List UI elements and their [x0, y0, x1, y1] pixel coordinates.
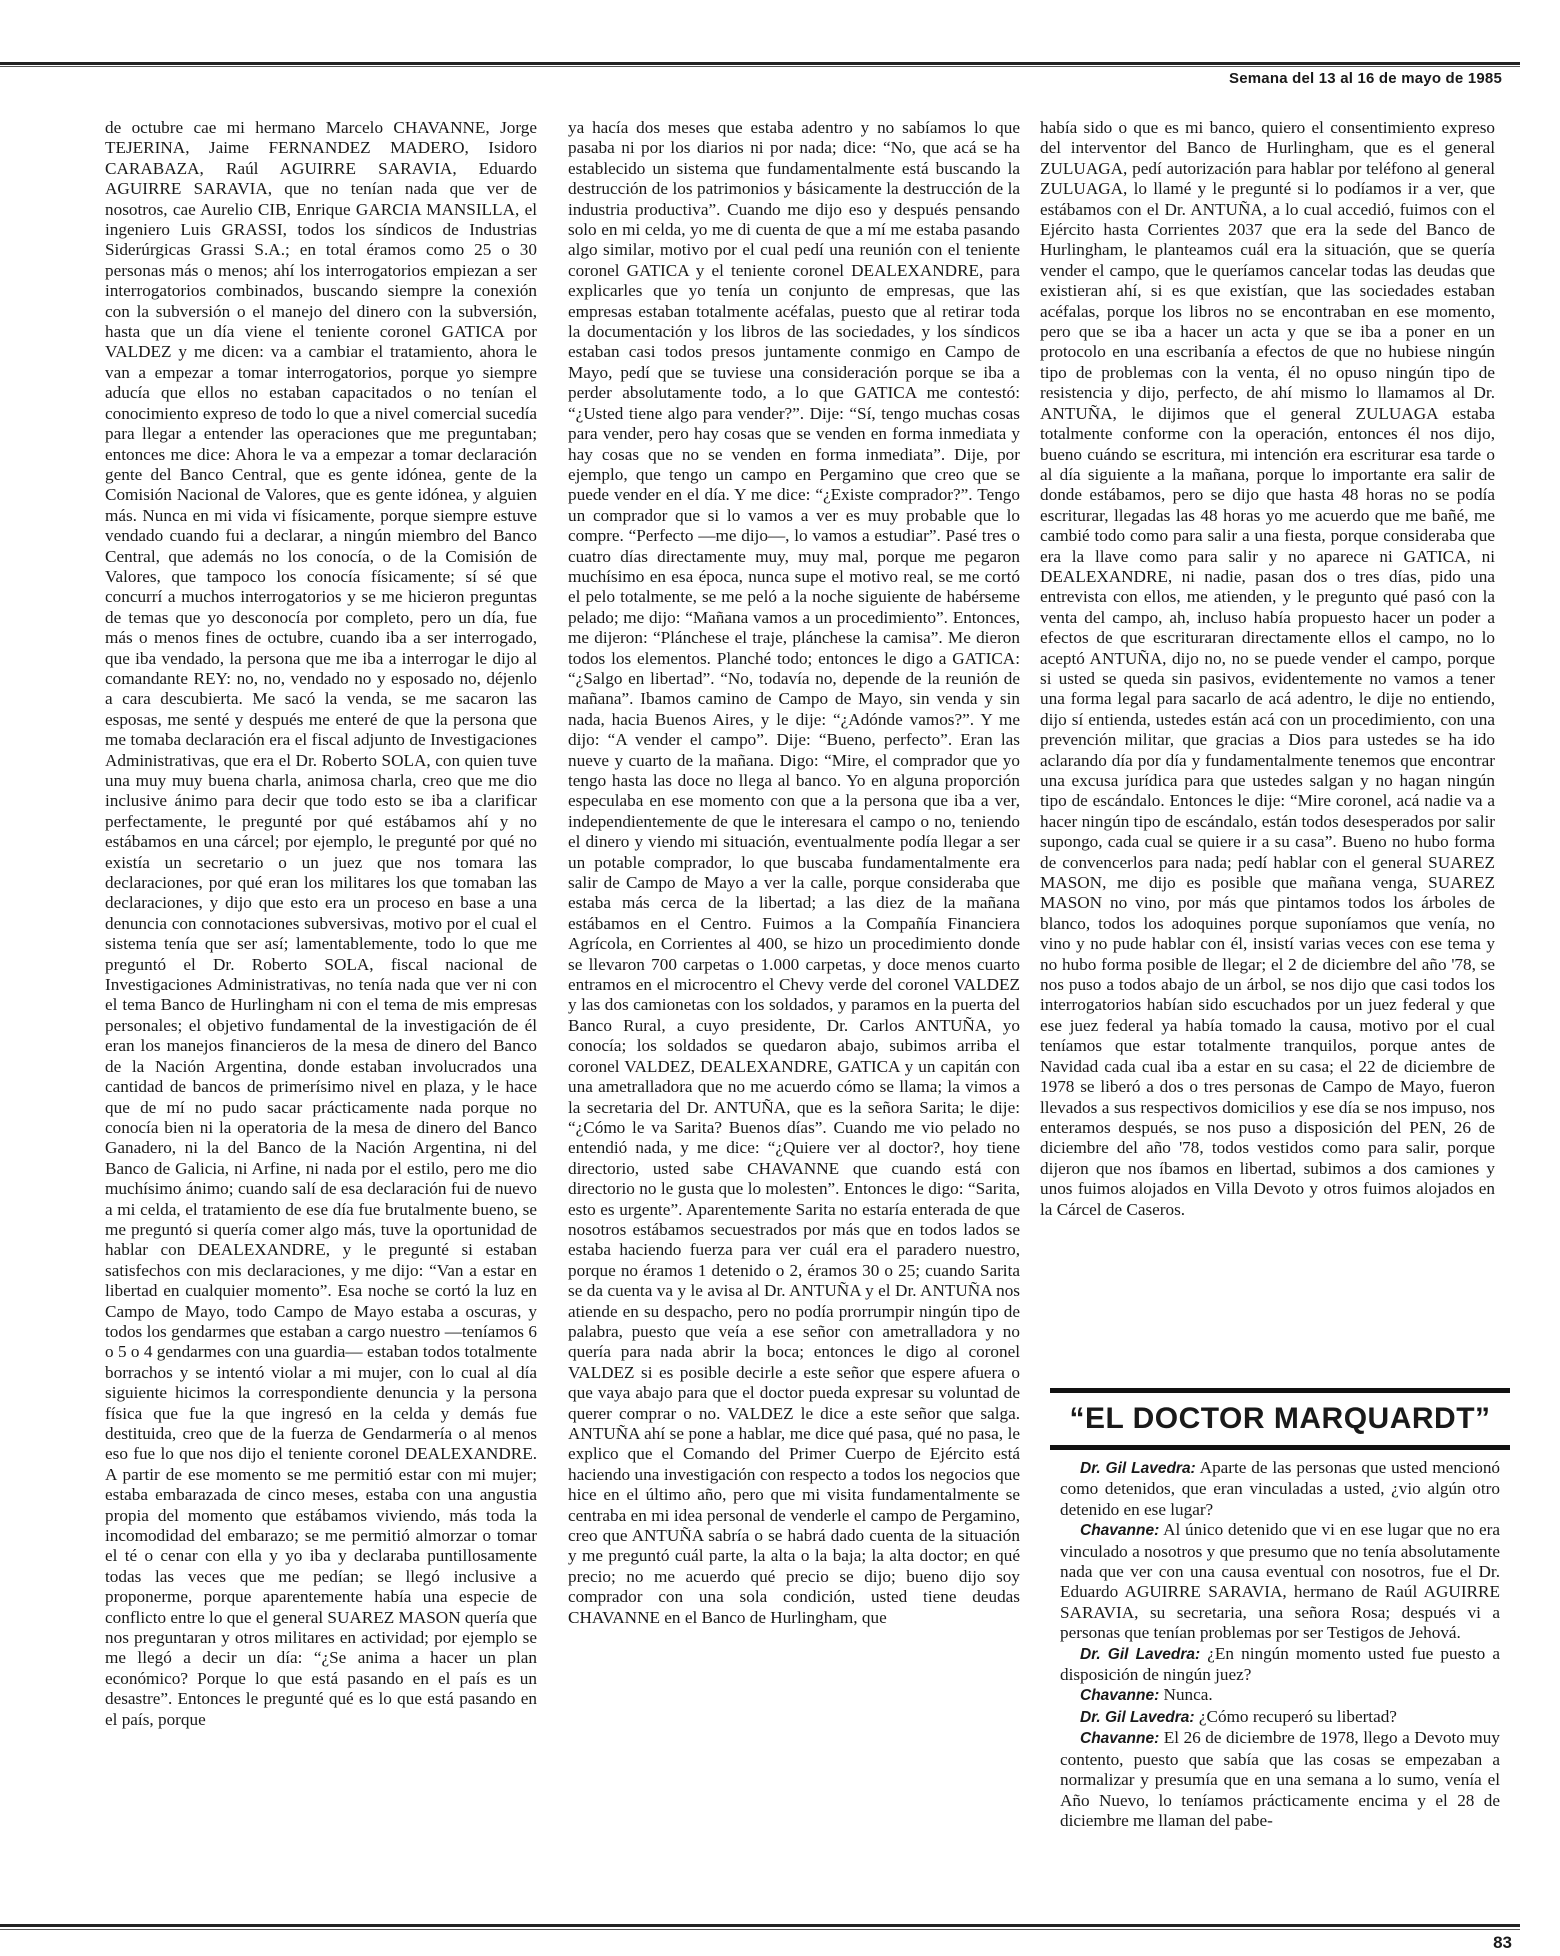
article-column-3: [1040, 118, 1495, 1220]
interview-transcript: [1060, 1458, 1500, 1831]
speaker-label: Dr. Gil Lavedra:: [1080, 1708, 1195, 1726]
header-rule-thin: [0, 66, 1520, 67]
speaker-text: Aparte de las personas que usted mencionó como detenidos, que eran vinculadas a usted, ¿vio algún otro detenido en ese lugar?: [1060, 1458, 1501, 1519]
footer-rule-thin: [0, 1929, 1520, 1930]
issue-date: Semana del 13 al 16 de mayo de 1985: [1229, 70, 1502, 87]
header-rule: [0, 62, 1520, 65]
speaker-label: Dr. Gil Lavedra:: [1080, 1460, 1196, 1477]
interview-exchange: [1060, 1644, 1500, 1686]
column-text: de octubre cae mi hermano Marcelo CHAVANNE, Jorge TEJERINA, Jaime FERNANDEZ MADERO, Isidoro CARABAZA, Raúl AGUIRRE SARAVIA, Eduardo AGUIRRE SARAVIA, que no tenían nada que ver de nosotros, cae Aurelio CIB, Enrique GARCIA MANSILLA, el ingeniero Luis GRASSI, todos los síndicos de Industrias Siderúrgicas Grassi S.A.; en total éramos como 25 o 30 personas más o menos; ahí los interrogatorios empiezan a ser interrogatorios combinados, buscando siempre la conexión con la subversión o el manejo del dinero con la subversión, hasta que un día viene el teniente coronel GATICA por VALDEZ y me dicen: va a cambiar el tratamiento, ahora le van a empezar a tomar interrogatorios, porque yo siempre aducía que ellos no estaban capacitados o no tenían el conocimiento expreso de todo lo que a nivel comercial sucedía para llegar a entender las operaciones que me preguntaban; entonces me dice: Ahora le va a empezar a tomar declaración gente del Banco Central, que es gente idónea, gente de la Comisión Nacional de Valores, que es gente idónea, y alguien más. Nunca en mi vida vi físicamente, porque siempre estuve vendado cuando fui a declarar, a ningún miembro del Banco Central, que además no los conocía, o de la Comisión de Valores, que tampoco los conocía físicamente; sí sé que concurrí a muchos interrogatorios y se me hicieron preguntas de temas que yo desconocía por completo, pero un día, fue más o menos fines de octubre, cuando iba a ser interrogado, que iba vendado, la persona que me iba a interrogar le dijo al comandante REY: no, no, vendado no y esposado no, déjenlo a cara descubierta. Me sacó la venda, se me sacaron las esposas, me senté y después me enteré de que la persona que me tomaba declaración era el fiscal adjunto de Investigaciones Administrativas, que era el Dr. Roberto SOLA, con quien tuve una muy muy buena charla, animosa charla, creo que me dio inclusive ánimo para decir que todo esto se iba a clarificar perfectamente, le pregunté por qué estábamos ahí y no estábamos en una cárcel; por ejemplo, le pregunté por qué no existía un secretario o un juez que nos tomara las declaraciones, por qué eran los militares los que tomaban las declaraciones, y dijo que esto era un proceso en base a una denuncia con connotaciones subversivas, motivo por el cual el sistema tenía que ser así; lamentablemente, todo lo que me preguntó el Dr. Roberto SOLA, fiscal nacional de Investigaciones Administrativas, no tenía nada que ver ni con el tema Banco de Hurlingham ni con el tema de mis empresas personales; el objetivo fundamental de la investigación de él eran los manejos financieros de la mesa de dinero del Banco de la Nación Argentina, donde estaban involucrados una cantidad de bancos de primerísimo nivel en plaza, y le hace que de mí no pudo sacar prácticamente nada porque no conocía bien ni la operatoria de la mesa de dinero del Banco Ganadero, ni la del Banco de la Nación Argentina, ni del Banco de Galicia, ni Arfine, ni nada por el estilo, pero me dio muchísimo ánimo; cuando salí de esa declaración fui de nuevo a mi celda, el tratamiento de ese día fue brutalmente bueno, se me preguntó si quería comer algo más, tuve la oportunidad de hablar con DEALEXANDRE, y le pregunté si estaban satisfechos con mis declaraciones, y me dijo: “Van a estar en libertad en cualquier momento”. Esa noche se cortó la luz en Campo de Mayo, todo Campo de Mayo estaba a oscuras, y todos los gendarmes que estaban a cargo nuestro —teníamos 6 o 5 o 4 gendarmes con una guardia— estaban todos totalmente borrachos y se intentó violar a mi mujer, con lo cual al día siguiente hicimos la correspondiente denuncia y la persona física que fue la que ingresó en la celda y demás fue destituida, creo que de la fuerza de Gendarmería o al menos eso fue lo que nos dijo el teniente coronel DEALEXANDRE. A partir de ese momento se me permitió estar con mi mujer; estaba embarazada de cinco meses, estaba con una angustia propia del momento que estábamos viviendo, más toda la incomodidad del embarazo; se me permitió almorzar o tomar el té o cenar con ella y yo iba y declaraba puntillosamente todas las veces que me pedían; se llegó inclusive a proponerme, porque aparentemente había una especie de conflicto entre lo que el general SUAREZ MASON quería que nos preguntaran y otros militares en actividad; por ejemplo se me llegó a decir un día: “¿Se anima a hacer un plan económico? Porque lo que está pasando en el país es un desastre”. Entonces le pregunté qué es lo que está pasando en el país, porque: [105, 118, 537, 1729]
speaker-text: ¿Cómo recuperó su libertad?: [1198, 1706, 1397, 1726]
speaker-label: Chavanne:: [1080, 1522, 1160, 1540]
interview-exchange: [1060, 1685, 1500, 1706]
speaker-text: El 26 de diciembre de 1978, llego a Devoto muy contento, puesto que sabía que las cosas se empezaban a normalizar y presumía que en una semana a lo sumo, venía el Año Nuevo, lo teníamos prácticamente encima y el 28 de diciembre me llaman del pabe-: [1060, 1728, 1500, 1830]
page-number: 83: [1493, 1933, 1512, 1952]
speaker-label: Dr. Gil Lavedra:: [1080, 1645, 1201, 1663]
interview-exchange: [1060, 1728, 1500, 1831]
column-text: ya hacía dos meses que estaba adentro y no sabíamos lo que pasaba ni por los diarios ni por nada; dice: “No, que acá se ha establecido un sistema que fundamentalmente está buscando la destrucción de los patrimonios y básicamente la destrucción de la industria productiva”. Cuando me dijo eso y después pensando solo en mi celda, yo me di cuenta de que a mí me estaba pasando algo similar, motivo por el cual pedí una reunión con el teniente coronel GATICA y el teniente coronel DEALEXANDRE, para explicarles que yo tenía un conjunto de empresas, que las empresas estaban totalmente acéfalas, puesto que al retirar toda la documentación y los libros de las sociedades, y los síndicos estaban casi todos presos juntamente conmigo en Campo de Mayo, pedí que se tuviese una consideración porque se iba a perder absolutamente todo, a lo que GATICA me contestó: “¿Usted tiene algo para vender?”. Dije: “Sí, tengo muchas cosas para vender, pero hay cosas que se venden en forma inmediata y hay cosas que no se venden en forma inmediata”. Dije, por ejemplo, que tengo un campo en Pergamino que creo que se puede vender en el día. Y me dice: “¿Existe comprador?”. Tengo un comprador que si lo vamos a ver es muy probable que lo compre. “Perfecto —me dijo—, lo vamos a estudiar”. Pasé tres o cuatro días directamente muy, muy mal, porque me pegaron muchísimo en esa época, nunca supe el motivo real, se me cortó el pelo totalmente, se me peló a la noche siguiente de habérseme pelado; me dijo: “Mañana vamos a un procedimiento”. Entonces, me dijeron: “Plánchese el traje, plánchese la camisa”. Me dieron todos los elementos. Planché todo; entonces le digo a GATICA: “¿Salgo en libertad”. “No, todavía no, depende de la reunión de mañana”. Ibamos camino de Campo de Mayo, sin venda y sin nada, hacia Buenos Aires, y le dije: “¿Adónde vamos?”. Y me dijo: “A vender el campo”. Dije: “Bueno, perfecto”. Eran las nueve y cuarto de la mañana. Digo: “Mire, el comprador que yo tengo hasta las doce no llega al banco. Yo en alguna proporción especulaba en ese momento con que a la persona que iba a ver, independientemente de que le interesara el campo o no, teniendo el dinero y viendo mi situación, eventualmente podía llegar a ser un potable comprador, lo que buscaba fundamentalmente era salir de Campo de Mayo a ver la calle, porque consideraba que estaba más cerca de la libertad; a las diez de la mañana estábamos en el Centro. Fuimos a la Compañía Financiera Agrícola, en Corrientes al 400, se hizo un procedimiento donde se llevaron 700 carpetas o 1.000 carpetas, y doce menos cuarto entramos en el microcentro el Chevy verde del coronel VALDEZ y las dos camionetas con los soldados, y paramos en la puerta del Banco Rural, a cuyo presidente, Dr. Carlos ANTUÑA, yo conocía; los soldados se quedaron abajo, subimos arriba el coronel VALDEZ, DEALEXANDRE, GATICA y un capitán con una ametralladora que no me acuerdo cómo se llama; la vimos a la secretaria del Dr. ANTUÑA, que es la señora Sarita; le dije: “¿Cómo le va Sarita? Buenos días”. Cuando me vio pelado no entendió nada, y me dice: “¿Quiere ver al doctor?, hoy tiene directorio, usted sabe CHAVANNE que cuando está con directorio no le gusta que lo molesten”. Entonces le digo: “Sarita, esto es urgente”. Aparentemente Sarita no estaría enterada de que nosotros estábamos secuestrados por más que en todos lados se estaba haciendo fuerza para ver cuál era el paradero nuestro, porque no éramos 1 detenido o 2, éramos 30 o 25; cuando Sarita se da cuenta va y le avisa al Dr. ANTUÑA y el Dr. ANTUÑA nos atiende en su despacho, pero no podía prorrumpir ningún tipo de palabra, puesto que veía a ese señor con ametralladora y no quería para nada abrir la boca; entonces le digo al coronel VALDEZ si es posible decirle a este señor que espere afuera o que vaya abajo para que el doctor pueda expresar su voluntad de querer comprar o no. VALDEZ le dice a este señor que salga. ANTUÑA ahí se pone a hablar, me dice qué pasa, qué no pasa, le explico que el Comando del Primer Cuerpo de Ejército está haciendo una investigación con respecto a todos los negocios que hice en el último año, pero que mi visita fundamentalmente se centraba en mi idea personal de venderle el campo de Pergamino, creo que ANTUÑA sabría o se habrá dado cuenta de la situación y me preguntó cuál parte, la alta o la baja; la alta doctor; en qué precio; no me acuerdo qué precio se dijo; bueno dijo soy comprador con una sola condición, usted tiene deudas CHAVANNE en el Banco de Hurlingham, que: [568, 118, 1020, 1627]
column-text: había sido o que es mi banco, quiero el consentimiento expreso del interventor del Banco de Hurlingham, que es el general ZULUAGA, pedí autorización para hablar por teléfono al general ZULUAGA, lo llamé y le pregunté si lo podíamos ir a ver, que estábamos con el Dr. ANTUÑA, a lo cual accedió, fuimos con el Ejército hasta Corrientes 2037 que era la sede del Banco de Hurlingham, le planteamos cuál era la situación, que se quería vender el campo, que le queríamos cancelar todas las deudas que existieran ahí, si es que existían, que las sociedades estaban acéfalas, porque los libros no se encontraban en ese momento, pero que se iba a hacer un acta y que se iba a poner en un protocolo en una escribanía a efectos de que no hubiese ningún tipo de problemas con la venta, él no opuso ningún tipo de resistencia y dijo, perfecto, de ahí mismo lo llamamos al Dr. ANTUÑA, le dijimos que el general ZULUAGA estaba totalmente conforme con la operación, entonces él nos dijo, bueno cuándo se escritura, mi intención era escriturar esa tarde o al día siguiente a la mañana, porque lo importante era salir de donde estábamos, pero se dijo que hasta 48 horas no se podía escriturar, llegadas las 48 horas yo me acuerdo que me bañé, me cambié todo como para salir a una fiesta, porque consideraba que era la llave como para salir y no aparece ni GATICA, ni DEALEXANDRE, ni nadie, pasan dos o tres días, pido una entrevista con ellos, me atienden, y le pregunto qué pasó con la venta del campo, ah, incluso había propuesto hacer un poder a efectos de que escrituraran directamente ellos el campo, no lo aceptó ANTUÑA, dijo no, no se puede vender el campo, porque si usted se queda sin pasivos, evidentemente no vamos a tener una forma legal para sacarlo de acá adentro, le dije no entiendo, dijo sí entienda, ustedes están acá con un procedimiento, con una prevención militar, que gracias a Dios para ustedes se ha ido aclarando día por día y fundamentalmente tenemos que encontrar una excusa jurídica para que ustedes salgan y no hagan ningún tipo de escándalo. Entonces le dije: “Mire coronel, acá nadie va a hacer ningún tipo de escándalo, están todos desesperados por salir supongo, cada cual se quiere ir a su casa”. Bueno no hubo forma de convencerlos para nada; pedí hablar con el general SUAREZ MASON, me dijo es posible que mañana venga, SUAREZ MASON no vino, por más que pintamos todos los árboles de blanco, todos los adoquines porque suponíamos que venía, no vino y no pude hablar con él, insistí varias veces con ese tema y no hubo forma posible de llegar; el 2 de diciembre del año '78, se nos puso a todos abajo de un árbol, se nos dijo que casi todos los interrogatorios habían sido escuchados por un juez federal y que ese juez federal ya había tomado la causa, motivo por el cual teníamos que estar totalmente tranquilos, porque antes de Navidad cada cual iba a estar en su casa; el 22 de diciembre de 1978 se liberó a dos o tres personas de Campo de Mayo, fueron llevados a sus respectivos domicilios y ese día se nos impuso, nos enteramos después, se nos puso a disposición del PEN, 26 de diciembre del año '78, todos vestidos como para salir, porque dijeron que nos íbamos en libertad, subimos a dos camiones y unos fuimos alojados en Villa Devoto y otros fuimos alojados en la Cárcel de Caseros.: [1040, 118, 1495, 1219]
article-column-2: [568, 118, 1020, 1628]
speaker-label: Chavanne:: [1080, 1687, 1160, 1705]
speaker-text: Nunca.: [1163, 1685, 1213, 1705]
footer-rule: [0, 1924, 1520, 1927]
speaker-text: ¿En ningún momento usted fue puesto a disposición de ningún juez?: [1060, 1643, 1501, 1685]
interview-exchange: [1060, 1458, 1500, 1520]
speaker-text: Al único detenido que vi en ese lugar que no era vinculado a nosotros y que presumo que no tenía absolutamente nada que ver con una causa eventual con nosotros, fue el Dr. Eduardo AGUIRRE SARAVIA, hermano de Raúl AGUIRRE SARAVIA, su secretaria, una señora Rosa; después vi a personas que tenían problemas por ser Testigos de Jehová.: [1060, 1520, 1500, 1643]
sidebar-title: “EL DOCTOR MARQUARDT”: [1050, 1388, 1510, 1450]
interview-exchange: [1060, 1520, 1500, 1643]
interview-exchange: [1060, 1707, 1500, 1728]
article-column-1: [105, 118, 537, 1730]
speaker-label: Chavanne:: [1080, 1730, 1160, 1748]
